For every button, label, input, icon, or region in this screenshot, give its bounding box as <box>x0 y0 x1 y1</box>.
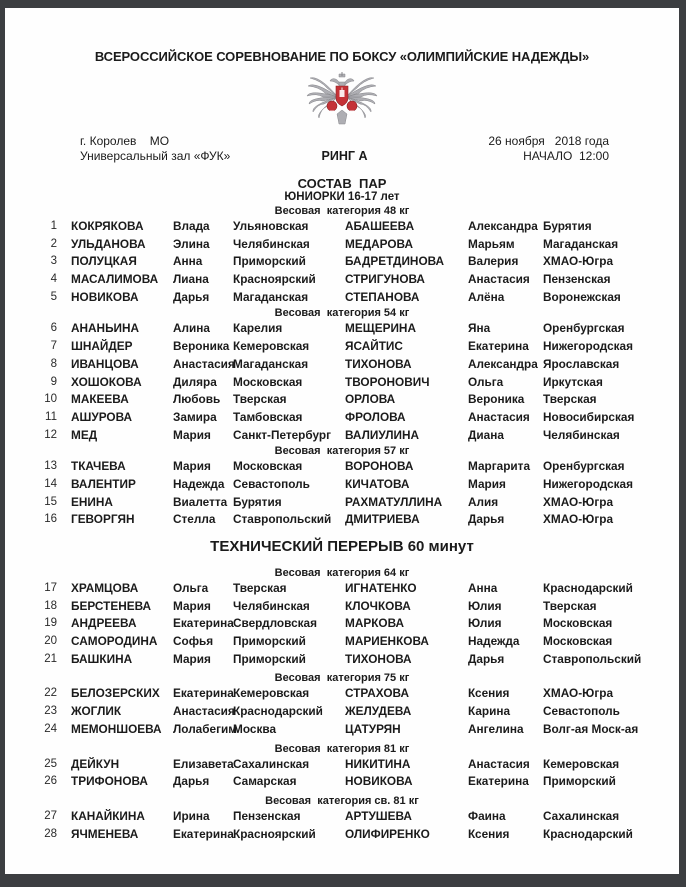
red-corner-firstname: Анастасия <box>173 704 235 719</box>
document-page <box>5 8 679 874</box>
blue-corner-surname: БАДРЕТДИНОВА <box>345 254 445 269</box>
red-corner-surname: АНАНЬИНА <box>71 321 140 336</box>
bout-number: 25 <box>44 757 57 770</box>
bout-row <box>5 289 679 307</box>
bout-number: 5 <box>50 290 57 303</box>
red-corner-firstname: Лолабегим <box>173 721 237 736</box>
blue-corner-firstname: Ангелина <box>468 721 524 736</box>
bout-row <box>5 476 679 494</box>
red-corner-region: Кемеровская <box>233 339 310 354</box>
blue-corner-region: Челябинская <box>543 427 620 442</box>
red-corner-surname: ДЕЙКУН <box>71 756 120 771</box>
red-corner-firstname: Екатерина <box>173 616 234 631</box>
red-corner-firstname: Мария <box>173 651 211 666</box>
blue-corner-firstname: Диана <box>468 427 504 442</box>
event-city: г. Королев МО <box>80 134 170 148</box>
red-corner-firstname: Мария <box>173 459 211 474</box>
blue-corner-region: Бурятия <box>543 219 592 233</box>
red-corner-surname: МЕД <box>71 427 98 442</box>
bout-row <box>5 458 679 476</box>
blue-corner-surname: КИЧАТОВА <box>345 476 410 491</box>
red-corner-firstname: Дарья <box>173 289 210 304</box>
red-corner-region: Свердловская <box>233 616 317 631</box>
blue-corner-surname: ФРОЛОВА <box>345 409 406 424</box>
blue-corner-region: Ярославская <box>543 356 620 371</box>
red-corner-region: Тверская <box>233 392 287 407</box>
blue-corner-region: Нижегородская <box>543 339 634 354</box>
red-corner-surname: ЕНИНА <box>71 494 113 509</box>
bout-number: 21 <box>44 652 57 665</box>
blue-corner-firstname: Карина <box>468 704 511 719</box>
blue-corner-firstname: Анна <box>468 581 498 595</box>
red-corner-surname: ХОШОКОВА <box>71 374 142 389</box>
red-corner-region: Краснодарский <box>233 704 323 719</box>
red-corner-firstname: Мария <box>173 598 211 613</box>
red-corner-surname: КОКРЯКОВА <box>71 219 144 233</box>
blue-corner-surname: СТЕПАНОВА <box>345 289 420 304</box>
weight-category-header: Весовая категория 54 кг <box>274 307 410 320</box>
blue-corner-surname: СТРАХОВА <box>345 686 409 701</box>
red-corner-region: Магаданская <box>233 289 309 304</box>
red-corner-firstname: Виалетта <box>173 494 228 509</box>
bout-row <box>5 427 679 445</box>
red-corner-firstname: Стелла <box>173 512 216 527</box>
weight-category-header: Весовая категория 57 кг <box>274 445 410 458</box>
blue-corner-surname: АБАШЕЕВА <box>345 219 415 233</box>
weight-category-header: Весовая категория 48 кг <box>274 205 410 217</box>
bout-row <box>5 356 679 374</box>
event-start-time: НАЧАЛО 12:00 <box>523 149 609 163</box>
bout-number: 11 <box>45 410 57 423</box>
event-venue: Универсальный зал «ФУК» <box>80 149 231 163</box>
blue-corner-region: Ставропольский <box>543 651 642 666</box>
blue-corner-firstname: Александра <box>468 356 538 371</box>
bout-row <box>5 826 679 844</box>
bout-number: 18 <box>44 599 57 612</box>
bout-number: 19 <box>44 617 57 630</box>
blue-corner-firstname: Вероника <box>468 392 525 407</box>
boxing-federation-emblem-icon <box>306 72 378 128</box>
red-corner-region: Сахалинская <box>233 756 310 771</box>
weight-category-header: Весовая категория 64 кг <box>274 567 410 579</box>
blue-corner-surname: ВОРОНОВА <box>345 459 414 474</box>
red-corner-firstname: Екатерина <box>173 826 234 841</box>
blue-corner-surname: ТВОРОНОВИЧ <box>345 374 430 389</box>
red-corner-surname: ВАЛЕНТИР <box>71 476 136 491</box>
weight-category-header: Весовая категория св. 81 кг <box>265 794 419 807</box>
bout-number: 20 <box>44 635 57 648</box>
blue-corner-region: ХМАО-Югра <box>543 512 614 527</box>
red-corner-region: Самарская <box>233 774 297 789</box>
bout-number: 6 <box>50 322 57 335</box>
red-corner-surname: ЖОГЛИК <box>71 704 122 719</box>
blue-corner-surname: МАРИЕНКОВА <box>345 634 429 649</box>
bout-number: 14 <box>44 477 57 490</box>
blue-corner-region: Кемеровская <box>543 756 620 771</box>
red-corner-firstname: Анастасия <box>173 356 235 371</box>
blue-corner-surname: МАРКОВА <box>345 616 405 631</box>
bout-row <box>5 338 679 356</box>
red-corner-surname: ИВАНЦОВА <box>71 356 139 371</box>
red-corner-firstname: Екатерина <box>173 686 234 701</box>
bout-row <box>5 721 679 739</box>
red-corner-firstname: Надежда <box>173 476 225 491</box>
red-corner-surname: БЕЛОЗЕРСКИХ <box>71 686 160 701</box>
blue-corner-firstname: Екатерина <box>468 339 529 354</box>
bout-number: 22 <box>44 687 57 700</box>
blue-corner-region: ХМАО-Югра <box>543 494 614 509</box>
bout-number: 1 <box>50 220 57 232</box>
blue-corner-surname: ТИХОНОВА <box>345 651 412 666</box>
bout-row <box>5 409 679 427</box>
red-corner-surname: ТРИФОНОВА <box>71 774 148 789</box>
red-corner-region: Санкт-Петербург <box>233 427 332 442</box>
blue-corner-firstname: Ксения <box>468 686 510 701</box>
red-corner-surname: МЕМОНШОЕВА <box>71 721 162 736</box>
red-corner-region: Красноярский <box>233 826 316 841</box>
red-corner-firstname: Мария <box>173 427 211 442</box>
bout-number: 24 <box>44 722 57 735</box>
blue-corner-surname: ЖЕЛУДЕВА <box>345 704 412 719</box>
red-corner-region: Тамбовская <box>233 409 303 424</box>
blue-corner-region: Севастополь <box>543 704 620 719</box>
weight-category-header: Весовая категория 81 кг <box>274 742 410 755</box>
red-corner-firstname: Влада <box>173 219 210 233</box>
bout-row <box>5 391 679 409</box>
blue-corner-surname: ЦАТУРЯН <box>345 721 401 736</box>
red-corner-region: Московская <box>233 374 303 389</box>
blue-corner-firstname: Дарья <box>468 651 505 666</box>
bout-row <box>5 320 679 338</box>
blue-corner-firstname: Анастасия <box>468 409 530 424</box>
red-corner-region: Москва <box>233 721 276 736</box>
red-corner-surname: ТКАЧЕВА <box>71 459 126 474</box>
bout-groups-before-break <box>5 205 679 529</box>
red-corner-region: Приморский <box>233 651 306 666</box>
red-corner-region: Челябинская <box>233 598 310 613</box>
bout-row <box>5 511 679 529</box>
red-corner-firstname: Софья <box>173 634 214 649</box>
bout-row <box>5 756 679 774</box>
blue-corner-region: Московская <box>543 634 613 649</box>
blue-corner-region: Магаданская <box>543 236 619 251</box>
blue-corner-region: Пензенская <box>543 272 611 287</box>
blue-corner-firstname: Марьям <box>468 236 515 251</box>
blue-corner-firstname: Алия <box>468 494 499 509</box>
red-corner-surname: НОВИКОВА <box>71 289 139 304</box>
red-corner-surname: АНДРЕЕВА <box>71 616 137 631</box>
blue-corner-region: Сахалинская <box>543 808 620 823</box>
red-corner-region: Ставропольский <box>233 512 332 527</box>
red-corner-region: Ульяновская <box>233 219 309 233</box>
bout-row <box>5 808 679 826</box>
bout-row <box>5 218 679 236</box>
blue-corner-region: Тверская <box>543 598 597 613</box>
red-corner-surname: УЛЬДАНОВА <box>71 236 146 251</box>
blue-corner-region: Волг-ая Моск-ая <box>543 721 639 736</box>
bout-row <box>5 494 679 512</box>
blue-corner-region: ХМАО-Югра <box>543 254 614 269</box>
bout-number: 23 <box>44 705 57 718</box>
red-corner-firstname: Алина <box>173 321 210 336</box>
red-corner-firstname: Ирина <box>173 808 210 823</box>
bout-number: 28 <box>44 827 57 840</box>
blue-corner-region: Нижегородская <box>543 476 634 491</box>
bout-row <box>5 773 679 791</box>
red-corner-surname: БЕРСТЕНЕВА <box>71 598 152 613</box>
bout-row <box>5 703 679 721</box>
bout-number: 27 <box>44 809 57 822</box>
weight-category-header: Весовая категория 75 кг <box>274 672 410 685</box>
bout-row <box>5 685 679 703</box>
bout-number: 16 <box>44 513 57 526</box>
blue-corner-surname: ОЛИФИРЕНКО <box>345 826 430 841</box>
bout-row <box>5 598 679 616</box>
bout-number: 13 <box>44 460 57 473</box>
blue-corner-firstname: Екатерина <box>468 774 529 789</box>
event-date: 26 ноября 2018 года <box>488 134 609 148</box>
bout-groups-after-break <box>5 567 679 843</box>
blue-corner-region: Приморский <box>543 774 616 789</box>
red-corner-firstname: Замира <box>173 409 217 424</box>
red-corner-region: Московская <box>233 459 303 474</box>
red-corner-surname: ПОЛУЦКАЯ <box>71 254 137 269</box>
blue-corner-surname: СТРИГУНОВА <box>345 272 425 287</box>
red-corner-region: Севастополь <box>233 476 310 491</box>
blue-corner-firstname: Дарья <box>468 512 505 527</box>
bout-row <box>5 374 679 392</box>
blue-corner-firstname: Фаина <box>468 808 506 823</box>
blue-corner-region: ХМАО-Югра <box>543 686 614 701</box>
blue-corner-region: Оренбургская <box>543 321 625 336</box>
blue-corner-surname: МЕДАРОВА <box>345 236 413 251</box>
emblem-container <box>5 72 679 128</box>
bout-row <box>5 633 679 651</box>
bout-number: 15 <box>44 495 57 508</box>
red-corner-region: Магаданская <box>233 356 309 371</box>
blue-corner-firstname: Юлия <box>468 616 502 631</box>
blue-corner-firstname: Анастасия <box>468 272 530 287</box>
bout-number: 8 <box>50 357 57 370</box>
blue-corner-region: Краснодарский <box>543 826 633 841</box>
red-corner-firstname: Любовь <box>173 392 221 407</box>
blue-corner-surname: КЛОЧКОВА <box>345 598 411 613</box>
red-corner-surname: ШНАЙДЕР <box>71 339 133 354</box>
age-group-label: ЮНИОРКИ 16-17 лет <box>284 191 400 203</box>
blue-corner-surname: ИГНАТЕНКО <box>345 581 417 595</box>
blue-corner-region: Новосибирская <box>543 409 635 424</box>
blue-corner-region: Краснодарский <box>543 581 633 595</box>
blue-corner-region: Оренбургская <box>543 459 625 474</box>
bout-row <box>5 615 679 633</box>
bout-row <box>5 271 679 289</box>
red-corner-region: Пензенская <box>233 808 301 823</box>
blue-corner-surname: ЯСАЙТИС <box>345 339 403 354</box>
blue-corner-firstname: Валерия <box>468 254 519 269</box>
red-corner-firstname: Элина <box>173 236 210 251</box>
blue-corner-surname: АРТУШЕВА <box>345 808 412 823</box>
blue-corner-region: Воронежская <box>543 289 621 304</box>
blue-corner-surname: ДМИТРИЕВА <box>345 512 420 527</box>
red-corner-firstname: Лиана <box>173 272 209 287</box>
blue-corner-firstname: Маргарита <box>468 459 531 474</box>
blue-corner-surname: МЕЩЕРИНА <box>345 321 416 336</box>
red-corner-region: Челябинская <box>233 236 310 251</box>
blue-corner-firstname: Александра <box>468 219 538 233</box>
blue-corner-firstname: Ольга <box>468 374 504 389</box>
bout-row <box>5 253 679 271</box>
blue-corner-region: Тверская <box>543 392 597 407</box>
bout-number: 4 <box>50 273 57 286</box>
red-corner-firstname: Ольга <box>173 581 209 595</box>
bout-number: 2 <box>50 237 57 250</box>
red-corner-firstname: Анна <box>173 254 203 269</box>
red-corner-surname: БАШКИНА <box>71 651 133 666</box>
ring-label: РИНГ А <box>321 149 368 163</box>
bout-row <box>5 236 679 254</box>
blue-corner-surname: НОВИКОВА <box>345 774 413 789</box>
red-corner-surname: АШУРОВА <box>71 409 133 424</box>
red-corner-surname: ГЕВОРГЯН <box>71 512 135 527</box>
technical-break-notice: ТЕХНИЧЕСКИЙ ПЕРЕРЫВ 60 минут <box>210 538 474 555</box>
blue-corner-firstname: Анастасия <box>468 756 530 771</box>
red-corner-region: Бурятия <box>233 494 282 509</box>
blue-corner-region: Иркутская <box>543 374 603 389</box>
red-corner-firstname: Вероника <box>173 339 230 354</box>
red-corner-surname: МАКЕЕВА <box>71 392 129 407</box>
pairs-list-title: СОСТАВ ПАР <box>297 176 387 191</box>
red-corner-surname: ХРАМЦОВА <box>71 581 139 595</box>
red-corner-region: Кемеровская <box>233 686 310 701</box>
bout-row <box>5 580 679 598</box>
blue-corner-surname: ВАЛИУЛИНА <box>345 427 420 442</box>
red-corner-surname: ЯЧМЕНЕВА <box>71 826 139 841</box>
blue-corner-firstname: Юлия <box>468 598 502 613</box>
red-corner-surname: КАНАЙКИНА <box>71 808 145 823</box>
bout-number: 7 <box>50 340 57 353</box>
blue-corner-firstname: Надежда <box>468 634 520 649</box>
red-corner-region: Приморский <box>233 254 306 269</box>
blue-corner-surname: ОРЛОВА <box>345 392 396 407</box>
blue-corner-firstname: Мария <box>468 476 506 491</box>
blue-corner-firstname: Алёна <box>468 289 505 304</box>
event-info-bar <box>5 134 679 164</box>
bout-number: 12 <box>44 428 57 441</box>
event-datetime-block <box>367 134 609 164</box>
red-corner-region: Приморский <box>233 634 306 649</box>
bout-row <box>5 651 679 669</box>
bout-number: 3 <box>50 255 57 268</box>
red-corner-surname: МАСАЛИМОВА <box>71 272 159 287</box>
blue-corner-surname: ТИХОНОВА <box>345 356 412 371</box>
blue-corner-region: Московская <box>543 616 613 631</box>
bout-number: 26 <box>44 775 57 788</box>
event-location-block <box>80 134 322 164</box>
red-corner-region: Красноярский <box>233 272 316 287</box>
red-corner-region: Карелия <box>233 321 283 336</box>
blue-corner-firstname: Ксения <box>468 826 510 841</box>
bout-number: 17 <box>44 582 57 594</box>
competition-title: ВСЕРОССИЙСКОЕ СОРЕВНОВАНИЕ ПО БОКСУ «ОЛИМПИЙСКИЕ НАДЕЖДЫ» <box>94 49 590 64</box>
bout-number: 9 <box>50 375 57 388</box>
bout-number: 10 <box>44 393 57 406</box>
red-corner-firstname: Дарья <box>173 774 210 789</box>
red-corner-surname: САМОРОДИНА <box>71 634 158 649</box>
red-corner-region: Тверская <box>233 581 287 595</box>
blue-corner-surname: НИКИТИНА <box>345 756 411 771</box>
blue-corner-surname: РАХМАТУЛЛИНА <box>345 494 443 509</box>
red-corner-firstname: Диляра <box>173 374 217 389</box>
blue-corner-firstname: Яна <box>468 321 491 336</box>
red-corner-firstname: Елизавета <box>173 756 234 771</box>
